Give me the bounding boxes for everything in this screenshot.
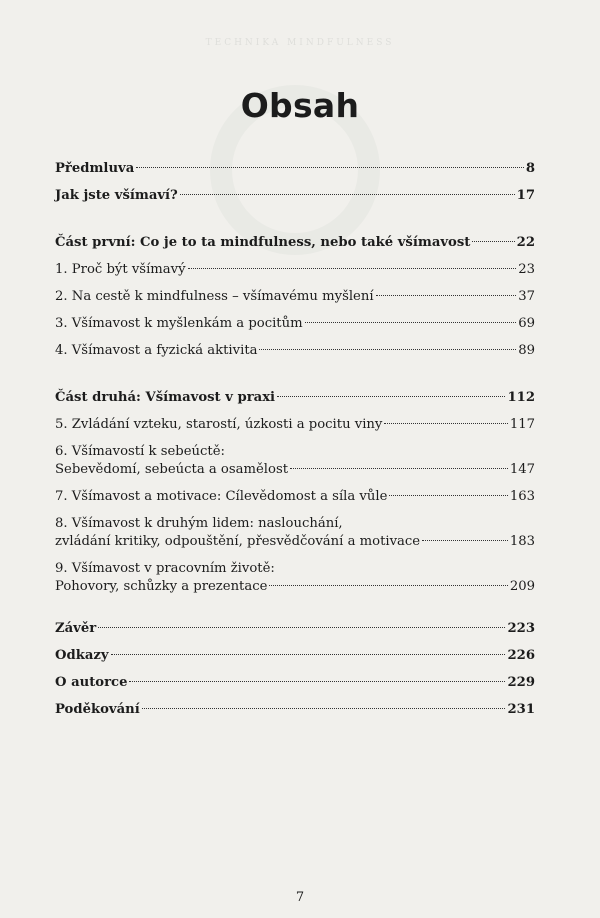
toc-entry-page: 69 [518, 316, 535, 331]
toc-part-two[interactable] [55, 389, 535, 407]
toc-entry-preface[interactable] [55, 160, 535, 178]
toc-entry-title: Závěr [55, 621, 97, 636]
toc-entry-title: Část druhá: Všímavost v praxi [55, 390, 276, 405]
toc-entry-page: 23 [518, 262, 535, 277]
toc-entry-page: 17 [516, 188, 535, 203]
toc-entry-page: 22 [516, 235, 535, 250]
dot-leader [180, 194, 515, 195]
toc-entry-acknowledgements[interactable] [55, 701, 535, 719]
toc-entry-page: 231 [507, 702, 535, 717]
toc-entry-page: 229 [507, 675, 535, 690]
dot-leader [259, 349, 516, 350]
toc-entry-references[interactable] [55, 647, 535, 665]
toc-entry-page: 37 [518, 289, 535, 304]
toc-entry-page: 117 [509, 417, 535, 432]
toc-entry-title: 5. Zvládání vzteku, starostí, úzkosti a pocitu viny [55, 417, 383, 432]
toc-entry-page: 183 [509, 534, 535, 549]
toc-entry-title: Část první: Co je to ta mindfulness, nebo také všímavost [55, 235, 471, 250]
bleed-through-header: TECHNIKA MINDFULNESS [205, 38, 395, 48]
toc-entry-title: Poděkování [55, 702, 140, 717]
toc-entry-title: zvládání kritiky, odpouštění, přesvědčování a motivace [55, 534, 421, 549]
toc-entry-title-line: 8. Všímavost k druhým lidem: naslouchání, [55, 516, 343, 531]
page-number: 7 [295, 890, 305, 905]
toc-chapter-1[interactable] [55, 261, 535, 279]
toc-entry-conclusion[interactable] [55, 620, 535, 638]
toc-entry-page: 163 [509, 489, 535, 504]
toc-entry-quiz[interactable] [55, 187, 535, 205]
toc-entry-page: 8 [525, 161, 535, 176]
dot-leader [136, 167, 524, 168]
toc-chapter-3[interactable] [55, 315, 535, 333]
toc-entry-page: 209 [509, 579, 535, 594]
toc-entry-title: 7. Všímavost a motivace: Cílevědomost a síla vůle [55, 489, 388, 504]
dot-leader [305, 322, 517, 323]
toc-entry-title: Pohovory, schůzky a prezentace [55, 579, 268, 594]
dot-leader [422, 540, 508, 541]
toc-entry-title: 2. Na cestě k mindfulness – všímavému myšlení [55, 289, 374, 304]
toc-entry-page: 226 [507, 648, 535, 663]
toc-entry-title: O autorce [55, 675, 128, 690]
toc-entry-page: 223 [507, 621, 535, 636]
toc-entry-title: 4. Všímavost a fyzická aktivita [55, 343, 258, 358]
dot-leader [277, 396, 505, 397]
toc-chapter-6[interactable] [55, 443, 535, 479]
toc-chapter-5[interactable] [55, 416, 535, 434]
toc-entry-title-line: 9. Všímavost v pracovním životě: [55, 561, 275, 576]
page-title: Obsah [240, 86, 360, 125]
dot-leader [98, 627, 505, 628]
toc-entry-page: 89 [518, 343, 535, 358]
dot-leader [129, 681, 505, 682]
toc-chapter-8[interactable] [55, 515, 535, 551]
dot-leader [389, 495, 507, 496]
dot-leader [472, 241, 514, 242]
table-of-contents [55, 160, 535, 728]
dot-leader [142, 708, 506, 709]
dot-leader [269, 585, 507, 586]
toc-entry-about-author[interactable] [55, 674, 535, 692]
toc-entry-title: 1. Proč být všímavý [55, 262, 186, 277]
toc-chapter-2[interactable] [55, 288, 535, 306]
toc-chapter-7[interactable] [55, 488, 535, 506]
toc-chapter-9[interactable] [55, 560, 535, 596]
toc-entry-title: Jak jste všímaví? [55, 188, 178, 203]
toc-entry-title: 3. Všímavost k myšlenkám a pocitům [55, 316, 303, 331]
toc-entry-title-line: 6. Všímavostí k sebeúctě: [55, 444, 225, 459]
dot-leader [384, 423, 507, 424]
toc-entry-title: Sebevědomí, sebeúcta a osamělost [55, 462, 289, 477]
toc-entry-title: Předmluva [55, 161, 135, 176]
dot-leader [188, 268, 517, 269]
toc-entry-page: 147 [509, 462, 535, 477]
toc-entry-title: Odkazy [55, 648, 109, 663]
dot-leader [290, 468, 508, 469]
dot-leader [376, 295, 517, 296]
dot-leader [111, 654, 506, 655]
toc-chapter-4[interactable] [55, 342, 535, 360]
toc-entry-page: 112 [507, 390, 535, 405]
toc-part-one[interactable] [55, 234, 535, 252]
